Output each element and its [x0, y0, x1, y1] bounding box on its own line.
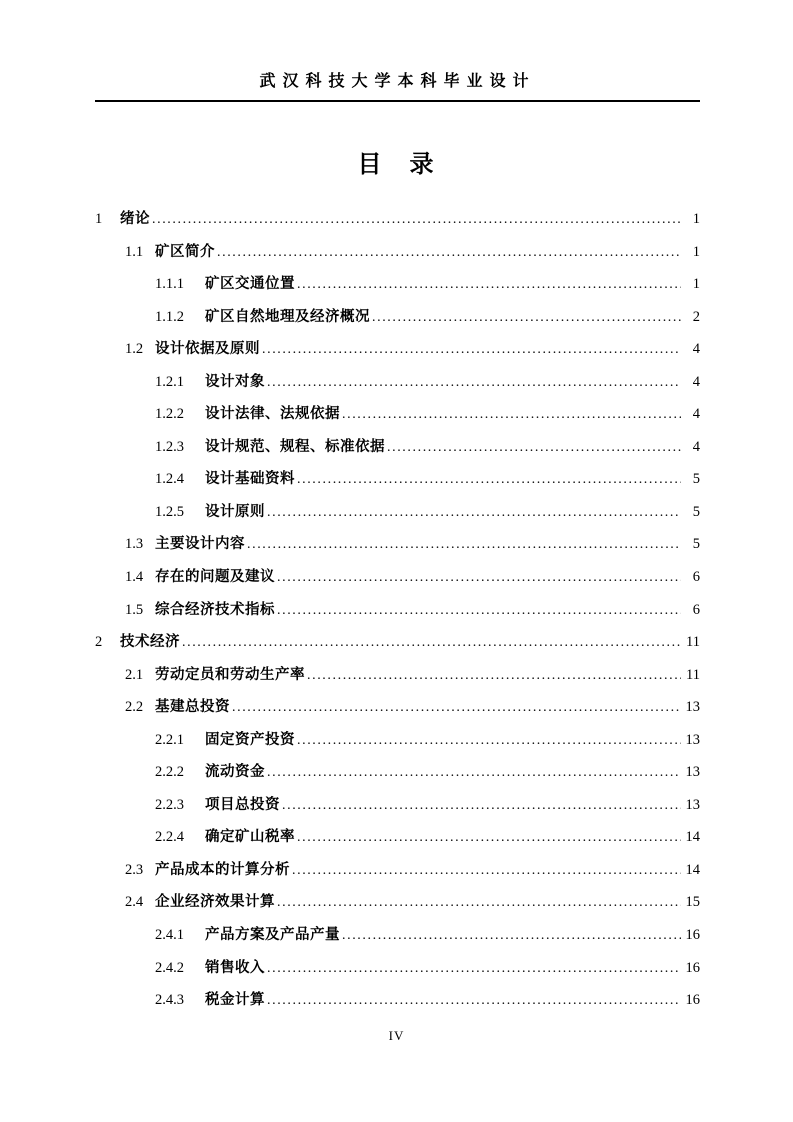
- entry-label: 基建总投资: [155, 699, 230, 716]
- dot-leader: [267, 993, 681, 1009]
- dot-leader: [267, 375, 681, 391]
- entry-label: 设计原则: [205, 503, 265, 520]
- dot-leader: [277, 603, 681, 619]
- entry-page-number: 13: [685, 796, 700, 813]
- toc-entry: [95, 435, 700, 468]
- toc-entry: [95, 207, 700, 240]
- toc-entry: [95, 663, 700, 696]
- entry-number: 1.2.2: [155, 406, 184, 423]
- entry-page-number: 13: [685, 731, 700, 748]
- entry-label: 存在的问题及建议: [155, 569, 275, 585]
- entry-page-number: 2: [692, 308, 700, 325]
- entry-label: 设计基础资料: [205, 471, 295, 488]
- entry-label: 设计法律、法规依据: [205, 406, 340, 423]
- entry-label: 主要设计内容: [155, 536, 245, 553]
- dot-leader: [152, 212, 681, 228]
- toc-entry: [95, 695, 700, 728]
- dot-leader: [297, 830, 681, 846]
- entry-page-number: 15: [685, 894, 700, 911]
- entry-label: 设计对象: [205, 373, 265, 390]
- entry-label: 设计规范、规程、标准依据: [205, 438, 385, 455]
- entry-number: 1.1.1: [155, 276, 184, 293]
- page-number-footer: IV: [388, 1028, 405, 1043]
- toc-entry: [95, 370, 700, 403]
- toc-entry: [95, 240, 700, 273]
- toc-entry: [95, 988, 700, 1021]
- entry-page-number: 6: [692, 569, 700, 585]
- dot-leader: [217, 245, 681, 261]
- entry-number: 2.2.4: [155, 829, 184, 846]
- entry-label: 矿区自然地理及经济概况: [205, 308, 370, 325]
- toc-entry: [95, 272, 700, 305]
- toc-entry: [95, 760, 700, 793]
- entry-number: 1.1.2: [155, 308, 184, 325]
- toc-entry: [95, 890, 700, 923]
- toc-entry: [95, 500, 700, 533]
- entry-number: 2.4: [125, 894, 144, 911]
- entry-number: 2: [95, 634, 103, 651]
- entry-label: 综合经济技术指标: [155, 601, 275, 618]
- toc-entry: [95, 565, 700, 598]
- entry-page-number: 13: [685, 699, 700, 716]
- entry-number: 1.2.4: [155, 471, 184, 488]
- dot-leader: [182, 635, 681, 651]
- entry-number: 1: [95, 210, 103, 227]
- entry-page-number: 1: [692, 243, 700, 260]
- dot-leader: [292, 863, 681, 879]
- entry-label: 绪论: [120, 210, 150, 227]
- dot-leader: [372, 310, 681, 326]
- entry-page-number: 14: [685, 861, 700, 878]
- entry-number: 2.2.2: [155, 764, 184, 781]
- entry-page-number: 1: [692, 276, 700, 293]
- entry-page-number: 6: [692, 601, 700, 618]
- dot-leader: [277, 895, 681, 911]
- dot-leader: [307, 668, 681, 684]
- dot-leader: [342, 407, 681, 423]
- entry-label: 项目总投资: [205, 796, 280, 813]
- entry-number: 1.2: [125, 341, 144, 358]
- entry-label: 矿区简介: [155, 243, 215, 260]
- entry-label: 企业经济效果计算: [155, 894, 275, 911]
- entry-label: 劳动定员和劳动生产率: [155, 666, 305, 683]
- entry-label: 矿区交通位置: [205, 276, 295, 293]
- entry-number: 1.2.5: [155, 503, 184, 520]
- entry-number: 2.4.2: [155, 959, 184, 976]
- toc-entry: [95, 793, 700, 826]
- header-title: 武汉科技大学本科毕业设计: [259, 73, 536, 90]
- dot-leader: [247, 537, 681, 553]
- dot-leader: [267, 765, 681, 781]
- entry-page-number: 16: [685, 992, 700, 1009]
- entry-page-number: 5: [692, 503, 700, 520]
- entry-number: 2.2.1: [155, 731, 184, 748]
- entry-label: 税金计算: [205, 992, 265, 1009]
- entry-page-number: 4: [692, 373, 700, 390]
- entry-number: 2.4.3: [155, 992, 184, 1009]
- entry-number: 1.3: [125, 536, 144, 553]
- entry-page-number: 4: [692, 341, 700, 358]
- toc-entry: [95, 337, 700, 370]
- dot-leader: [342, 928, 681, 944]
- dot-leader: [297, 733, 681, 749]
- toc-entry: [95, 728, 700, 761]
- entry-page-number: 1: [692, 210, 700, 227]
- toc-entry: [95, 532, 700, 565]
- dot-leader: [277, 570, 681, 586]
- entry-page-number: 11: [686, 666, 700, 683]
- entry-label: 技术经济: [120, 634, 180, 651]
- dot-leader: [387, 440, 681, 456]
- toc-entry: [95, 467, 700, 500]
- entry-number: 1.5: [125, 601, 144, 618]
- entry-number: 2.2: [125, 699, 144, 716]
- dot-leader: [267, 505, 681, 521]
- entry-page-number: 4: [692, 438, 700, 455]
- dot-leader: [232, 700, 681, 716]
- toc-entry: [95, 598, 700, 631]
- entry-number: 1.1: [125, 243, 144, 260]
- entry-label: 产品成本的计算分析: [155, 861, 290, 878]
- entry-number: 2.1: [125, 666, 144, 683]
- dot-leader: [282, 798, 681, 814]
- dot-leader: [267, 961, 681, 977]
- dot-leader: [262, 342, 681, 358]
- entry-page-number: 4: [692, 406, 700, 423]
- toc-entry: [95, 923, 700, 956]
- entry-label: 固定资产投资: [205, 731, 295, 748]
- entry-label: 销售收入: [205, 959, 265, 976]
- entry-number: 1.2.3: [155, 438, 184, 455]
- entry-number: 1.2.1: [155, 373, 184, 390]
- dot-leader: [297, 277, 681, 293]
- entry-number: 2.3: [125, 861, 144, 878]
- toc-title: 目 录: [357, 150, 436, 178]
- dot-leader: [297, 472, 681, 488]
- entry-page-number: 11: [686, 634, 700, 651]
- entry-label: 设计依据及原则: [155, 341, 260, 358]
- toc-entry: [95, 956, 700, 989]
- entry-number: 1.4: [125, 569, 144, 585]
- entry-page-number: 14: [685, 829, 700, 846]
- entry-page-number: 13: [685, 764, 700, 781]
- toc-entry: [95, 825, 700, 858]
- toc-entry: [95, 305, 700, 338]
- entry-label: 流动资金: [205, 764, 265, 781]
- toc-list: [95, 207, 700, 1021]
- entry-page-number: 5: [692, 471, 700, 488]
- entry-number: 2.4.1: [155, 927, 184, 944]
- entry-label: 确定矿山税率: [205, 829, 295, 846]
- toc-entry: [95, 858, 700, 891]
- page-header: [95, 0, 700, 102]
- entry-label: 产品方案及产品产量: [205, 927, 340, 944]
- entry-number: 2.2.3: [155, 796, 184, 813]
- toc-entry: [95, 630, 700, 663]
- toc-entry: [95, 402, 700, 435]
- entry-page-number: 16: [685, 927, 700, 944]
- entry-page-number: 5: [692, 536, 700, 553]
- entry-page-number: 16: [685, 959, 700, 976]
